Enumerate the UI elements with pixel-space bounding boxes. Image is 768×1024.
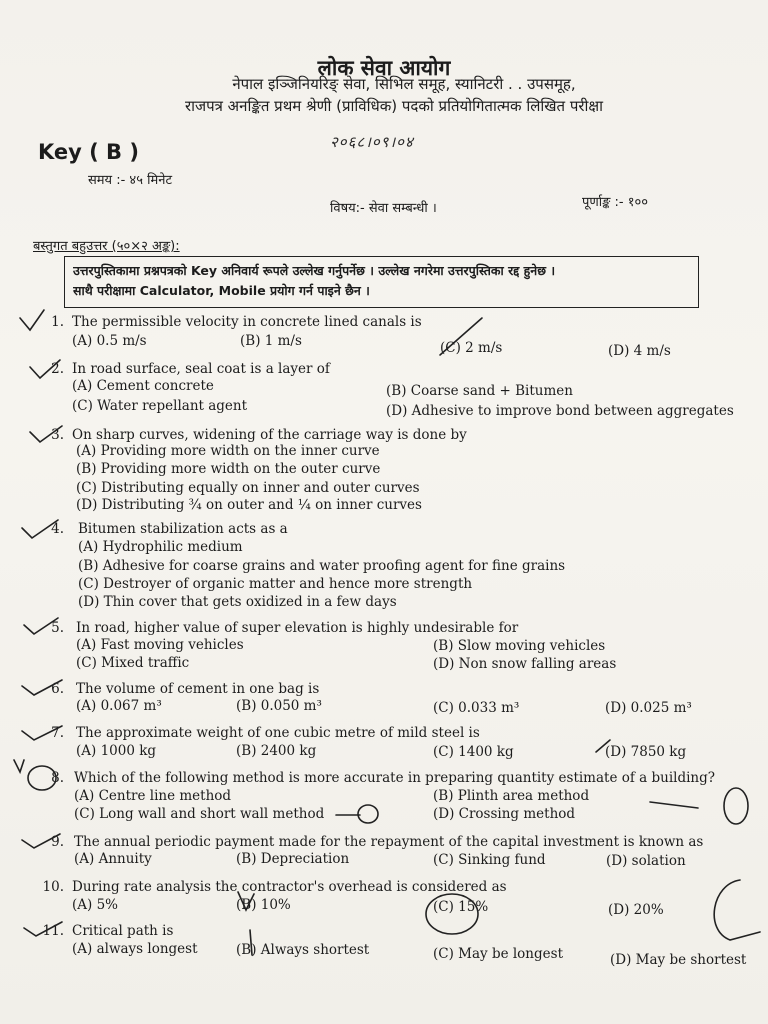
service-line: नेपाल इञ्जिनियरिङ् सेवा, सिभिल समूह, स्यानिटरी . . उपसमूह, <box>232 75 576 93</box>
question-text: During rate analysis the contractor's overhead is considered as <box>72 879 507 895</box>
section-title: बस्तुगत बहुउत्तर (५०×२ अङ्क): <box>33 239 180 254</box>
option-d: (D) May be shortest <box>610 952 747 968</box>
option-d: (D) Non snow falling areas <box>433 656 617 672</box>
option-a: (A) Centre line method <box>74 788 232 804</box>
question-text: In road, higher value of super elevation is highly undesirable for <box>76 620 519 636</box>
option-a: (A) Hydrophilic medium <box>78 539 243 555</box>
option-b: (B) Providing more width on the outer curve <box>76 461 381 477</box>
option-b: (B) 0.050 m³ <box>236 698 322 714</box>
question-text: The volume of cement in one bag is <box>76 681 320 697</box>
option-d: (D) solation <box>606 853 686 869</box>
option-c: (C) Destroyer of organic matter and hence more strength <box>78 576 473 592</box>
option-b: (B) Always shortest <box>236 942 370 958</box>
option-a: (A) Annuity <box>74 851 152 867</box>
question-text: Which of the following method is more accurate in preparing quantity estimate of a building? <box>74 770 715 786</box>
option-a: (A) 5% <box>72 897 118 913</box>
question-text: On sharp curves, widening of the carriage way is done by <box>72 427 467 443</box>
handwritten-date: २०६८।०९।०४ <box>330 133 414 151</box>
exam-time: समय :- ४५ मिनेट <box>88 173 172 188</box>
commission-title: लोक सेवा आयोग <box>317 56 451 80</box>
option-c: (C) 2 m/s <box>440 340 503 356</box>
option-d: (D) Distributing ¾ on outer and ¼ on inner curves <box>76 497 422 513</box>
option-c: (C) May be longest <box>433 946 563 962</box>
option-d: (D) 0.025 m³ <box>605 700 692 716</box>
question-number: 9. <box>51 834 64 850</box>
option-a: (A) 1000 kg <box>76 743 157 759</box>
question-number: 2. <box>51 361 64 377</box>
circle-mark <box>358 805 378 823</box>
option-b: (B) 2400 kg <box>236 743 317 759</box>
question-text: The permissible velocity in concrete lined canals is <box>72 314 422 330</box>
question-text: The approximate weight of one cubic metre of mild steel is <box>76 725 480 741</box>
option-d: (D) 7850 kg <box>605 744 687 760</box>
key-label: Key ( B ) <box>38 140 139 164</box>
option-b: (B) Coarse sand + Bitumen <box>386 383 573 399</box>
option-a: (A) Fast moving vehicles <box>76 637 244 653</box>
option-a: (A) always longest <box>72 941 198 957</box>
question-number: 10. <box>42 879 64 895</box>
full-marks: पूर्णाङ्क :- १०० <box>582 195 648 210</box>
circle-mark <box>724 788 748 824</box>
question-number: 6. <box>51 681 64 697</box>
option-b: (B) Slow moving vehicles <box>433 638 606 654</box>
instruction-line: साथै परीक्षामा Calculator, Mobile प्रयोग गर्न पाइने छैन । <box>73 283 370 298</box>
option-c: (C) Distributing equally on inner and outer curves <box>76 480 420 496</box>
question-number: 4. <box>51 521 64 537</box>
option-a: (A) Cement concrete <box>72 378 214 394</box>
option-c: (C) Water repellant agent <box>72 398 248 414</box>
option-b: (B) 1 m/s <box>240 333 302 349</box>
option-d: (D) Thin cover that gets oxidized in a few days <box>78 594 397 610</box>
option-c: (C) 15% <box>433 899 489 915</box>
option-a: (A) 0.067 m³ <box>76 698 162 714</box>
option-d: (D) 20% <box>608 902 664 918</box>
option-d: (D) Adhesive to improve bond between aggregates <box>386 403 734 419</box>
question-number: 11. <box>42 923 64 939</box>
option-d: (D) 4 m/s <box>608 343 671 359</box>
scribble-mark <box>714 880 760 940</box>
question-text: The annual periodic payment made for the repayment of the capital investment is known as <box>74 834 704 850</box>
question-text: Bitumen stabilization acts as a <box>78 521 288 537</box>
option-a: (A) 0.5 m/s <box>72 333 147 349</box>
option-c: (C) Mixed traffic <box>76 655 190 671</box>
question-text: Critical path is <box>72 923 174 939</box>
option-b: (B) Depreciation <box>236 851 350 867</box>
question-number: 3. <box>51 427 64 443</box>
option-c: (C) 0.033 m³ <box>433 700 520 716</box>
exam-line: राजपत्र अनङ्कित प्रथम श्रेणी (प्राविधिक) पदको प्रतियोगितात्मक लिखित परीक्षा <box>184 97 604 115</box>
instruction-box <box>64 256 699 308</box>
question-number: 8. <box>51 770 64 786</box>
question-number: 1. <box>51 314 64 330</box>
question-number: 5. <box>51 620 64 636</box>
option-b: (B) 10% <box>236 897 291 913</box>
question-number: 7. <box>51 725 64 741</box>
option-a: (A) Providing more width on the inner curve <box>76 443 380 459</box>
option-c: (C) Sinking fund <box>433 852 546 868</box>
option-b: (B) Adhesive for coarse grains and water proofing agent for fine grains <box>78 558 566 574</box>
question-text: In road surface, seal coat is a layer of <box>72 361 330 377</box>
exam-subject: विषय:- सेवा सम्बन्धी । <box>330 201 437 216</box>
option-d: (D) Crossing method <box>433 806 576 822</box>
option-c: (C) Long wall and short wall method <box>74 806 325 822</box>
instruction-line: उत्तरपुस्तिकामा प्रश्नपत्रको Key अनिवार्य रूपले उल्लेख गर्नुपर्नेछ । उल्लेख नगरेमा उत्तरपुस्तिका रद्द हुनेछ । <box>73 263 556 278</box>
option-b: (B) Plinth area method <box>433 788 590 804</box>
option-c: (C) 1400 kg <box>433 744 514 760</box>
arrow-mark <box>650 802 698 808</box>
